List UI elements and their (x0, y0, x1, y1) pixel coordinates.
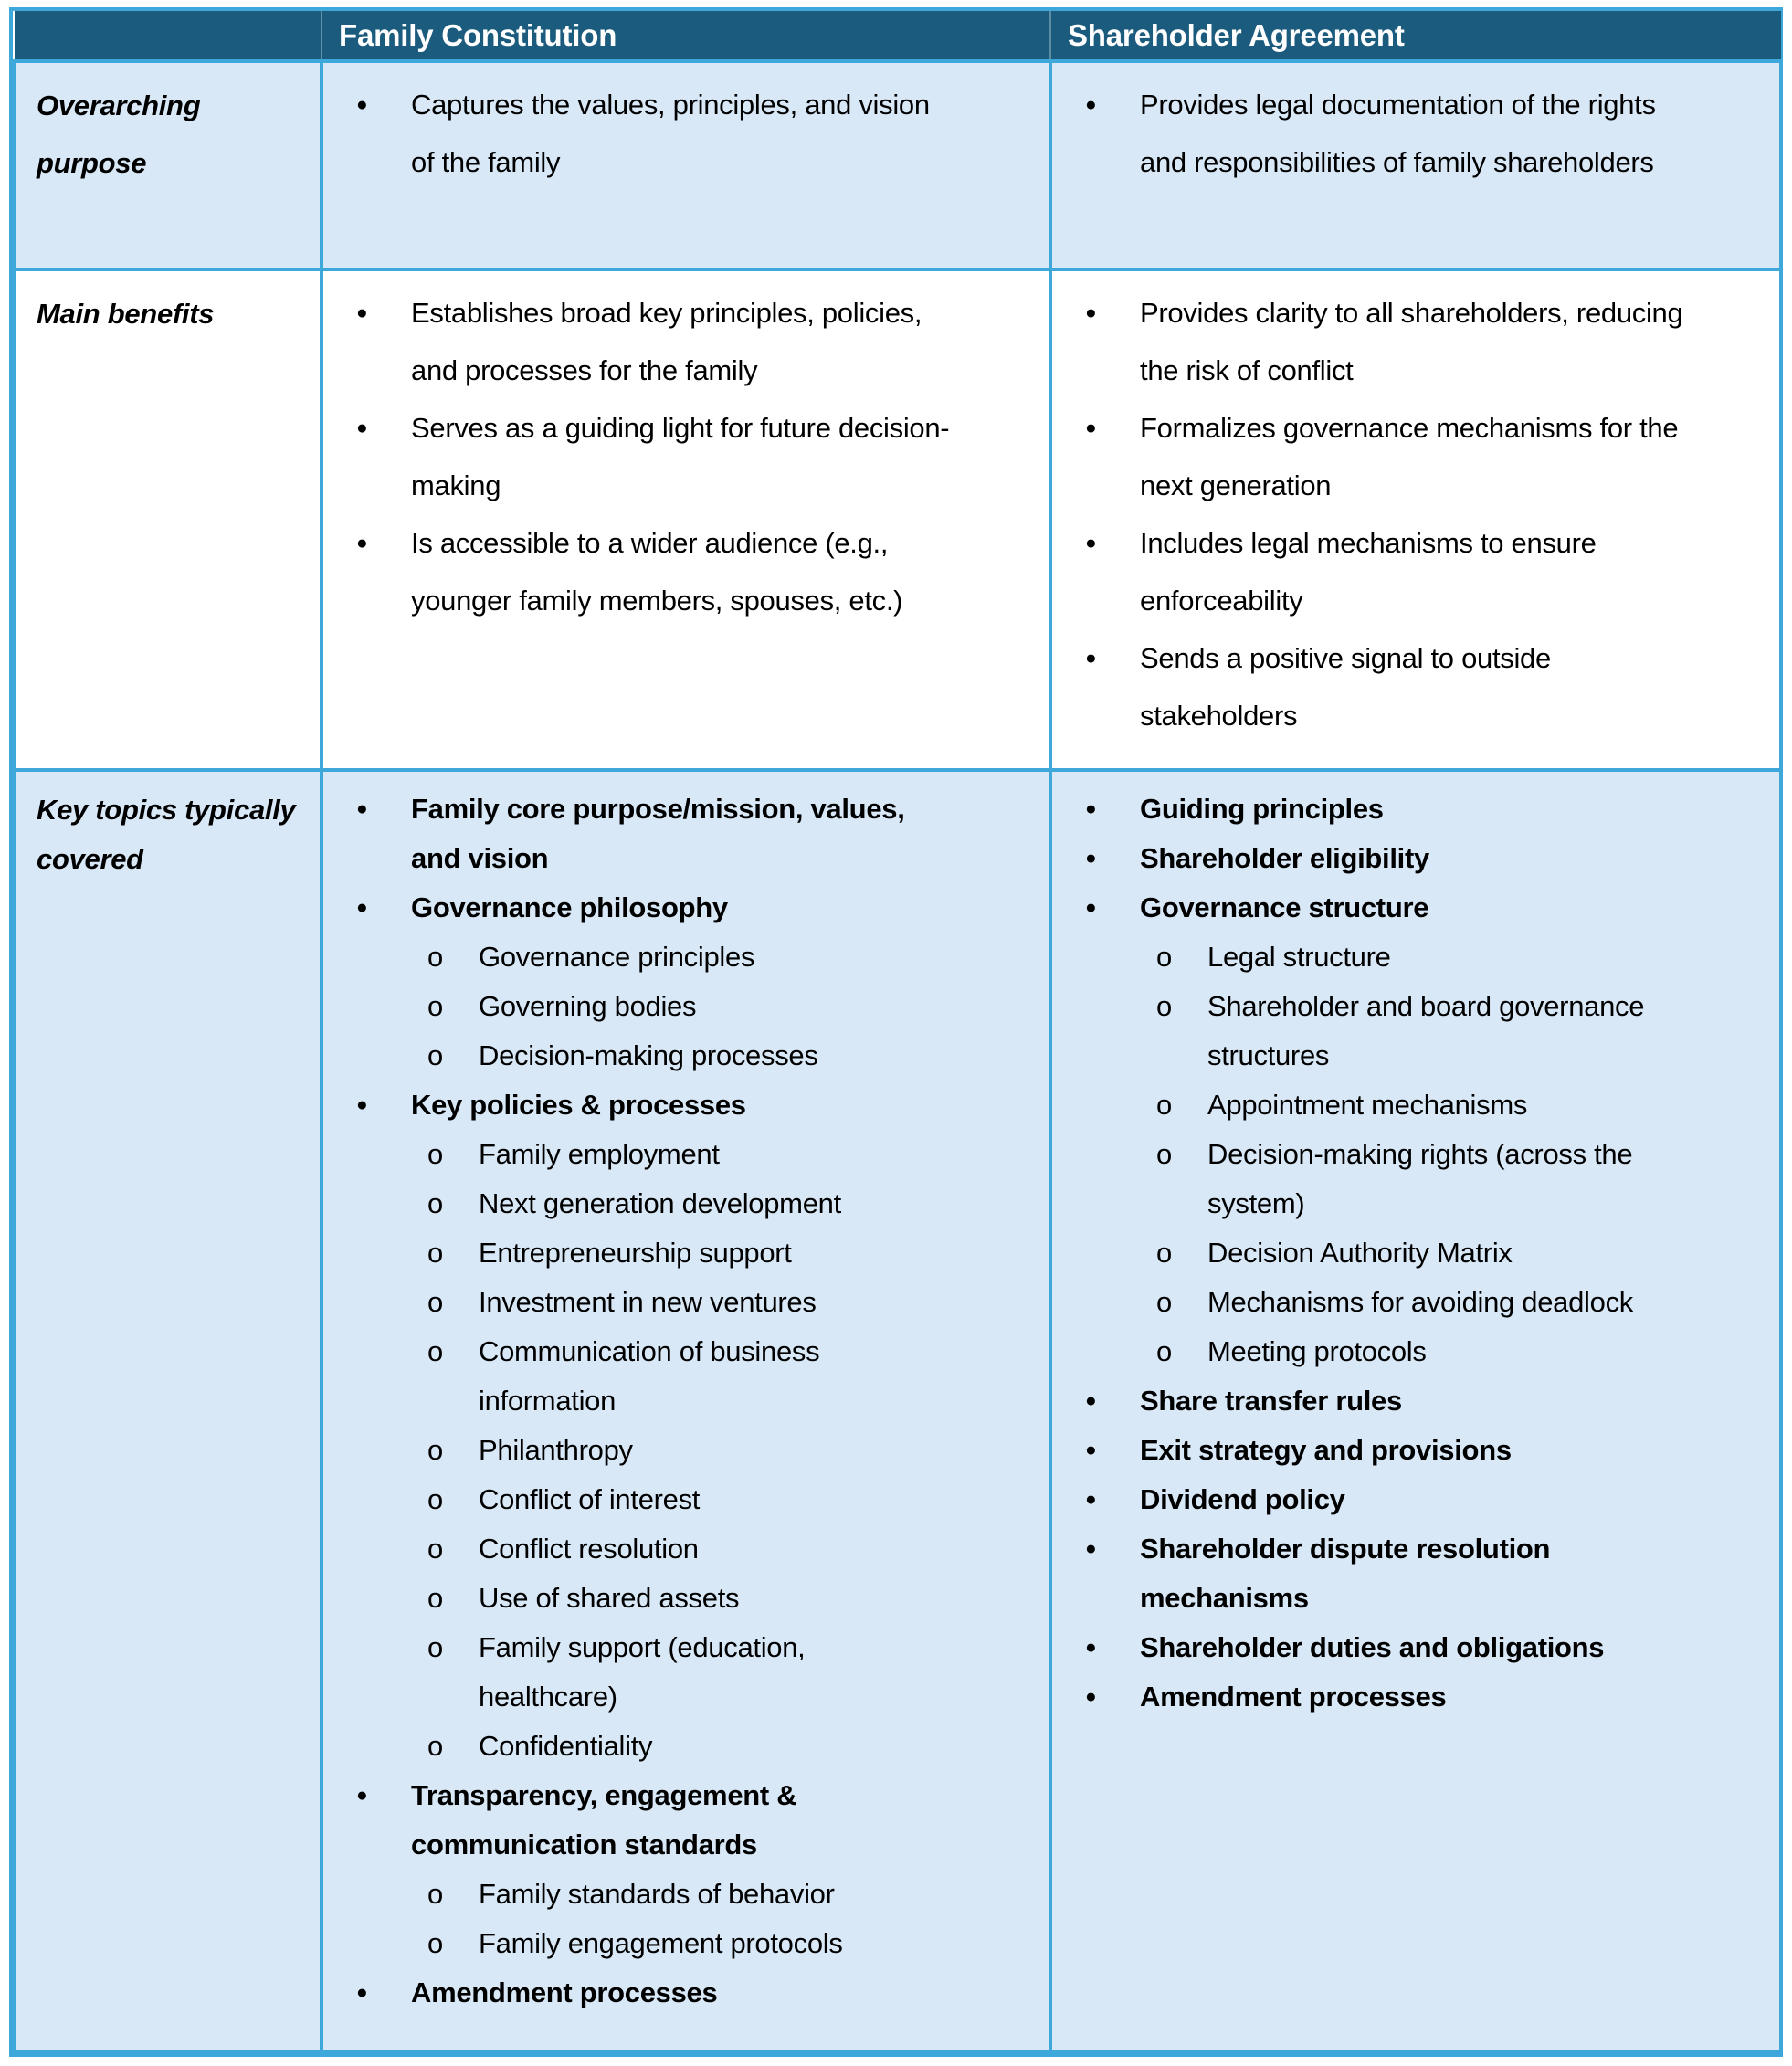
list-item-text: Family engagement protocols (479, 1927, 843, 1959)
sub-bullet-icon: o (427, 990, 443, 1022)
list-item-text: Shareholder and board governance structures (1207, 990, 1645, 1071)
list-item (1085, 785, 1759, 834)
bullet-list (356, 284, 1028, 629)
bullet-icon: ● (1085, 302, 1097, 323)
table-row-key-topics (15, 770, 1781, 2051)
list-item (356, 1278, 1028, 1327)
list-item (1085, 1672, 1759, 1722)
bullet-icon: ● (1085, 897, 1097, 918)
list-item (1085, 1327, 1759, 1376)
list-item-text: Conflict resolution (479, 1533, 699, 1565)
bullet-icon: ● (356, 1785, 368, 1806)
list-item-text: Decision Authority Matrix (1207, 1237, 1513, 1269)
list-item (1085, 1278, 1759, 1327)
cell-family-constitution (322, 770, 1050, 2051)
bullet-list (356, 76, 1028, 191)
list-item (356, 1080, 1028, 1130)
list-item-text: Captures the values, principles, and vision of the family (411, 89, 930, 178)
list-item (356, 1228, 1028, 1278)
sub-bullet-icon: o (427, 1730, 443, 1762)
sub-bullet-icon: o (1156, 1237, 1172, 1269)
bullet-icon: ● (356, 302, 368, 323)
list-item-text: Dividend policy (1140, 1483, 1345, 1515)
sub-bullet-icon: o (1156, 990, 1172, 1022)
bullet-list (1085, 76, 1759, 191)
list-item-text: Family core purpose/mission, values, and vision (411, 793, 905, 874)
bullet-icon: ● (356, 1982, 368, 2003)
list-item (356, 883, 1028, 933)
list-item-text: Legal structure (1207, 941, 1391, 973)
bullet-list (356, 785, 1028, 2018)
list-item (356, 1327, 1028, 1426)
corner-cell (15, 11, 322, 61)
col-header-shareholder-agreement: Shareholder Agreement (1050, 11, 1781, 61)
sub-bullet-icon: o (1156, 1089, 1172, 1121)
list-item-text: Key policies & processes (411, 1089, 746, 1121)
list-item-text: Governance principles (479, 941, 755, 973)
list-item-text: Shareholder duties and obligations (1140, 1631, 1605, 1663)
list-item (356, 514, 1028, 629)
table-row-overarching-purpose (15, 61, 1781, 269)
list-item (356, 1771, 1028, 1870)
list-item-text: Governance structure (1140, 891, 1429, 923)
bullet-icon: ● (1085, 1390, 1097, 1411)
list-item (1085, 834, 1759, 883)
bullet-list (1085, 785, 1759, 1722)
cell-shareholder-agreement (1050, 770, 1781, 2051)
list-item-text: Provides clarity to all shareholders, reducing the risk of conflict (1140, 297, 1683, 386)
list-item-text: Mechanisms for avoiding deadlock (1207, 1286, 1633, 1318)
list-item (1085, 284, 1759, 399)
sub-bullet-icon: o (427, 941, 443, 973)
sub-bullet-icon: o (427, 1187, 443, 1219)
bullet-icon: ● (1085, 648, 1097, 669)
list-item (356, 1722, 1028, 1771)
list-item (356, 399, 1028, 514)
sub-bullet-icon: o (427, 1237, 443, 1269)
sub-bullet-icon: o (427, 1335, 443, 1367)
bullet-icon: ● (1085, 1538, 1097, 1559)
row-label: Main benefits (15, 269, 322, 770)
list-item (356, 1475, 1028, 1524)
list-item (356, 1426, 1028, 1475)
list-item (356, 1524, 1028, 1574)
list-item-text: Decision-making rights (across the system) (1207, 1138, 1633, 1219)
sub-bullet-icon: o (1156, 1286, 1172, 1318)
sub-bullet-icon: o (427, 1286, 443, 1318)
bullet-icon: ● (356, 532, 368, 553)
list-item (1085, 399, 1759, 514)
list-item (1085, 1475, 1759, 1524)
list-item-text: Communication of business information (479, 1335, 820, 1417)
bullet-icon: ● (1085, 798, 1097, 819)
sub-bullet-icon: o (1156, 1335, 1172, 1367)
header-row (15, 11, 1781, 61)
list-item-text: Transparency, engagement & communication standards (411, 1779, 797, 1860)
list-item-text: Meeting protocols (1207, 1335, 1427, 1367)
bullet-icon: ● (1085, 1489, 1097, 1510)
list-item (356, 1031, 1028, 1080)
list-item (356, 1870, 1028, 1919)
row-label: Key topics typically covered (15, 770, 322, 2051)
list-item-text: Is accessible to a wider audience (e.g., younger family members, spouses, etc.) (411, 527, 903, 617)
list-item (1085, 1623, 1759, 1672)
list-item-text: Governing bodies (479, 990, 697, 1022)
list-item-text: Philanthropy (479, 1434, 633, 1466)
bullet-icon: ● (1085, 94, 1097, 115)
list-item (1085, 629, 1759, 744)
bullet-icon: ● (1085, 1637, 1097, 1658)
list-item-text: Use of shared assets (479, 1582, 740, 1614)
list-item (356, 1919, 1028, 1968)
list-item-text: Conflict of interest (479, 1483, 701, 1515)
list-item (1085, 76, 1759, 191)
sub-bullet-icon: o (1156, 941, 1172, 973)
bullet-icon: ● (356, 798, 368, 819)
list-item (356, 1574, 1028, 1623)
list-item (356, 1623, 1028, 1722)
list-item-text: Shareholder eligibility (1140, 842, 1429, 874)
list-item (1085, 1376, 1759, 1426)
sub-bullet-icon: o (427, 1927, 443, 1959)
cell-shareholder-agreement (1050, 269, 1781, 770)
list-item-text: Establishes broad key principles, policies, and processes for the family (411, 297, 922, 386)
sub-bullet-icon: o (427, 1434, 443, 1466)
cell-family-constitution (322, 269, 1050, 770)
comparison-table-frame (9, 7, 1783, 2057)
list-item-text: Provides legal documentation of the rights and responsibilities of family shareholders (1140, 89, 1656, 178)
col-header-family-constitution: Family Constitution (322, 11, 1050, 61)
bullet-icon: ● (1085, 848, 1097, 869)
list-item-text: Next generation development (479, 1187, 841, 1219)
list-item-text: Decision-making processes (479, 1039, 818, 1071)
table-row-main-benefits (15, 269, 1781, 770)
list-item-text: Family employment (479, 1138, 720, 1170)
list-item (1085, 514, 1759, 629)
list-item (356, 284, 1028, 399)
list-item (356, 1130, 1028, 1179)
bullet-icon: ● (356, 897, 368, 918)
bullet-icon: ● (356, 417, 368, 438)
bullet-list (1085, 284, 1759, 744)
list-item-text: Includes legal mechanisms to ensure enforceability (1140, 527, 1597, 617)
list-item-text: Confidentiality (479, 1730, 653, 1762)
sub-bullet-icon: o (427, 1582, 443, 1614)
list-item-text: Amendment processes (411, 1976, 718, 2008)
sub-bullet-icon: o (427, 1878, 443, 1910)
list-item (356, 1968, 1028, 2018)
list-item (1085, 1130, 1759, 1228)
list-item (1085, 1426, 1759, 1475)
bullet-icon: ● (356, 1094, 368, 1115)
list-item (1085, 1524, 1759, 1623)
list-item-text: Family standards of behavior (479, 1878, 835, 1910)
list-item-text: Appointment mechanisms (1207, 1089, 1528, 1121)
list-item-text: Family support (education, healthcare) (479, 1631, 806, 1713)
sub-bullet-icon: o (427, 1039, 443, 1071)
sub-bullet-icon: o (1156, 1138, 1172, 1170)
list-item (356, 1179, 1028, 1228)
sub-bullet-icon: o (427, 1483, 443, 1515)
cell-shareholder-agreement (1050, 61, 1781, 269)
list-item-text: Entrepreneurship support (479, 1237, 792, 1269)
list-item (1085, 982, 1759, 1080)
list-item (1085, 1228, 1759, 1278)
sub-bullet-icon: o (427, 1533, 443, 1565)
list-item (356, 982, 1028, 1031)
bullet-icon: ● (1085, 532, 1097, 553)
sub-bullet-icon: o (427, 1631, 443, 1663)
list-item-text: Guiding principles (1140, 793, 1384, 825)
list-item (1085, 883, 1759, 933)
list-item (356, 76, 1028, 191)
list-item-text: Sends a positive signal to outside stakeholders (1140, 642, 1551, 732)
bullet-icon: ● (1085, 1686, 1097, 1707)
list-item-text: Exit strategy and provisions (1140, 1434, 1512, 1466)
list-item (356, 785, 1028, 883)
bullet-icon: ● (1085, 1439, 1097, 1460)
sub-bullet-icon: o (427, 1138, 443, 1170)
list-item-text: Share transfer rules (1140, 1385, 1402, 1417)
list-item (356, 933, 1028, 982)
bullet-icon: ● (356, 94, 368, 115)
list-item-text: Amendment processes (1140, 1681, 1447, 1713)
comparison-table (13, 11, 1783, 2053)
list-item-text: Shareholder dispute resolution mechanisms (1140, 1533, 1551, 1614)
list-item (1085, 933, 1759, 982)
bullet-icon: ● (1085, 417, 1097, 438)
list-item (1085, 1080, 1759, 1130)
list-item-text: Investment in new ventures (479, 1286, 817, 1318)
row-label: Overarching purpose (15, 61, 322, 269)
cell-family-constitution (322, 61, 1050, 269)
list-item-text: Formalizes governance mechanisms for the next generation (1140, 412, 1679, 501)
list-item-text: Governance philosophy (411, 891, 728, 923)
list-item-text: Serves as a guiding light for future decision-making (411, 412, 950, 501)
